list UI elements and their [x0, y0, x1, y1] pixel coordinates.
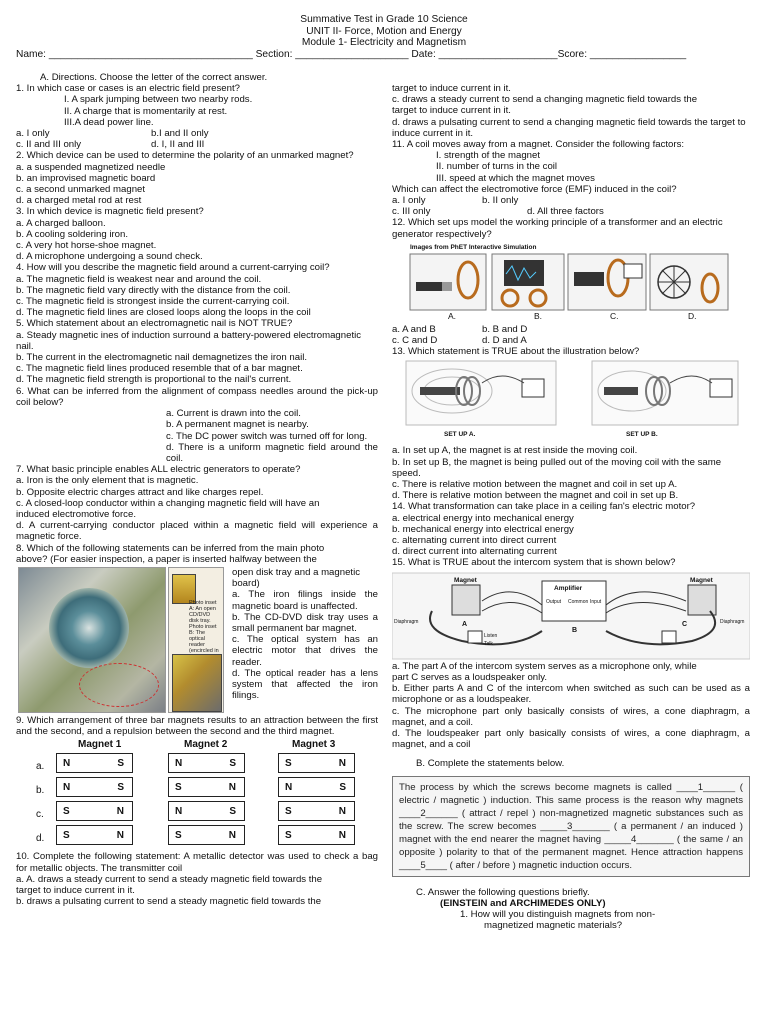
q2-choice-d: d. a charged metal rod at rest	[16, 195, 142, 207]
q12-figure	[392, 242, 750, 324]
q5-choice-b: b. The current in the electromagnetic nail demagnetizes the iron nail.	[16, 352, 307, 364]
q6-choice-d: d. There is a uniform magnetic field around the coil.	[166, 441, 378, 464]
magnet-pole-left: S	[175, 782, 182, 794]
q12-choice-a: a. A and B	[392, 323, 436, 335]
q4-choice-d: d. The magnetic field lines are closed loops along the loops in the coil	[16, 307, 311, 319]
q8-choice-c: c. The optical system has an electric motor that drives the reader.	[232, 634, 378, 668]
q1-item-i: I. A spark jumping between two nearby rods.	[64, 94, 253, 106]
student-info-line	[16, 49, 756, 60]
q2-choice-c: c. a second unmarked magnet	[16, 184, 146, 196]
q10-choice-c-cont: target to induce current in it.	[392, 105, 511, 117]
bar-magnet	[56, 825, 133, 845]
q11-question: Which can affect the electromotive force (EMF) induced in the coil?	[392, 183, 677, 195]
setup-d-label: D.	[688, 310, 697, 321]
magnet-right-label: Magnet	[690, 576, 713, 584]
magnet-pole-right: S	[117, 782, 124, 794]
main-photo-disk-tray	[18, 567, 166, 713]
magnet-pole-right: S	[117, 758, 124, 770]
q13-choice-d: d. There is relative motion between the magnet and coil in set up B.	[392, 490, 679, 502]
magnet-pole-left: N	[285, 782, 293, 794]
q12-figure-caption: Images from PhET Interactive Simulation	[410, 243, 537, 251]
q11-choice-d: d. All three factors	[527, 206, 604, 218]
question-13: 13. Which statement is TRUE about the illustration below?	[392, 346, 640, 358]
question-11: 11. A coil moves away from a magnet. Consider the following factors:	[392, 139, 685, 151]
q4-choice-b: b. The magnetic field vary directly with the distance from the coil.	[16, 284, 291, 296]
q13-choice-a: a. In set up A, the magnet is at rest inside the moving coil.	[392, 445, 638, 457]
q15-choice-c: c. The microphone part only basically consists of wires, a cone diaphragm, a magnet, and a coil.	[392, 705, 750, 728]
q11-item-ii: II. number of turns in the coil	[436, 161, 558, 173]
q15-choice-a-cont: part C serves as a loudspeaker only.	[392, 671, 547, 683]
diaphragm-right-label: Diaphragm	[720, 618, 745, 625]
magnet-3-header: Magnet 3	[292, 739, 336, 751]
arrangement-label: a.	[36, 761, 45, 773]
q3-choice-a: a. A charged balloon.	[16, 217, 106, 229]
q7-choice-c: c. A closed-loop conductor within a changing magnetic field will have an	[16, 497, 320, 509]
magnet-arrangement-a	[16, 753, 378, 775]
magnet-pole-left: S	[285, 806, 292, 818]
diaphragm-left-label: Diaphragm	[394, 618, 419, 625]
part-a-label: A	[462, 620, 468, 628]
question-1: 1. In which case or cases is an electric field present?	[16, 83, 240, 95]
q12-choice-c: c. C and D	[392, 335, 438, 347]
bar-magnet	[168, 777, 245, 797]
part-c-label: C	[682, 620, 688, 628]
bar-magnet	[278, 825, 355, 845]
magnet-1-header: Magnet 1	[78, 739, 122, 751]
q5-choice-d: d. The magnetic field strength is proportional to the nail's current.	[16, 374, 292, 386]
q10-choice-a: a. A. draws a steady current to send a steady magnetic field towards the	[16, 873, 323, 885]
q1-item-ii: II. A charge that is momentarily at rest.	[64, 105, 228, 117]
arrangement-label: d.	[36, 833, 45, 845]
magnet-arrangement-d	[16, 825, 378, 847]
q7-choice-c-cont: induced electromotive force.	[16, 508, 136, 520]
photo-inset	[168, 567, 224, 713]
question-8: 8. Which of the following statements can be inferred from the main photo	[16, 542, 325, 554]
test-header	[0, 14, 768, 49]
q11-item-i: I. strength of the magnet	[436, 150, 540, 162]
q1-item-iii: III.A dead power line.	[64, 116, 154, 128]
q5-choice-a: a. Steady magnetic ines of induction surround a battery-powered electromagnetic nail.	[16, 329, 362, 352]
question-9: 9. Which arrangement of three bar magnets results to an attraction between the first and the second, and a repulsion between the second and the third magnet.	[16, 714, 378, 738]
arrangement-label: b.	[36, 785, 45, 797]
bar-magnet	[56, 753, 133, 773]
q6-choice-b: b. A permanent magnet is nearby.	[166, 419, 309, 431]
magnet-pole-left: S	[175, 830, 182, 842]
name-section-date-score: Name: ____________________________________ Section: ____________________ Date: _____________________Score: _________________	[16, 49, 687, 60]
q12-choice-d: d. D and A	[482, 335, 527, 347]
talk-label: Talk	[484, 640, 493, 647]
q15-choice-d: d. The loudspeaker part only basically consists of wires, a cone diaphragm, a magnet, and a coil	[392, 727, 750, 751]
q10-choice-c: c. draws a steady current to send a changing magnetic field towards the	[392, 94, 698, 106]
inset-optical-reader	[172, 654, 222, 712]
q1-choice-b: b.I and II only	[151, 128, 209, 140]
q5-choice-c: c. The magnetic field lines produced resemble that of a bar magnet.	[16, 363, 303, 375]
q14-choice-c: c. alternating current into direct current	[392, 535, 557, 547]
magnet-pole-right: N	[338, 830, 346, 842]
section-c-question-1-cont: magnetized magnetic materials?	[484, 920, 623, 932]
set-up-b-label: SET UP B.	[626, 431, 658, 439]
magnet-pole-left: N	[63, 758, 71, 770]
q1-choice-a: a. I only	[16, 128, 50, 140]
intercom-figure	[392, 571, 750, 661]
q11-choice-b: b. II only	[482, 195, 519, 207]
magnet-pole-left: S	[63, 830, 70, 842]
magnet-pole-left: N	[175, 806, 183, 818]
q13-figure	[392, 359, 750, 445]
question-15: 15. What is TRUE about the intercom system that is shown below?	[392, 557, 676, 569]
q3-choice-b: b. A cooling soldering iron.	[16, 228, 128, 240]
q10-choice-b-cont: target to induce current in it.	[392, 83, 511, 94]
q11-choice-a: a. I only	[392, 195, 426, 207]
magnet-pole-right: N	[228, 830, 236, 842]
q4-choice-c: c. The magnetic field is strongest inside the current-carrying coil.	[16, 296, 290, 308]
bar-magnet	[278, 777, 355, 797]
q14-choice-d: d. direct current into alternating current	[392, 546, 557, 558]
magnet-pole-left: S	[285, 758, 292, 770]
q14-choice-a: a. electrical energy into mechanical energy	[392, 512, 574, 524]
question-7: 7. What basic principle enables ALL electric generators to operate?	[16, 464, 301, 476]
magnet-arrangement-b	[16, 777, 378, 799]
q12-choice-b: b. B and D	[482, 323, 528, 335]
q2-choice-a: a. a suspended magnetized needle	[16, 161, 166, 173]
bar-magnet	[278, 753, 355, 773]
magnet-pole-left: S	[63, 806, 70, 818]
question-6: 6. What can be inferred from the alignment of compass needles around the pick-up coil below?	[16, 385, 378, 408]
magnet-pole-right: N	[338, 758, 346, 770]
question-8-cont: above? (For easier inspection, a paper is inserted halfway between the	[16, 553, 317, 565]
photo-inset-caption: Photo inset A: An open CD/DVD disk tray. Photo inset B: The optical reader (encircled in	[189, 599, 219, 654]
q8-photo	[16, 567, 226, 715]
q6-choice-a: a. Current is drawn into the coil.	[166, 408, 301, 420]
section-b-heading: B. Complete the statements below.	[416, 758, 565, 770]
section-c-subheading: (EINSTEIN and ARCHIMEDES ONLY)	[440, 897, 606, 909]
listen-label: Listen	[484, 632, 498, 639]
q10-choice-a-cont: target to induce current in it.	[16, 884, 135, 896]
q2-choice-b: b. an improvised magnetic board	[16, 172, 156, 184]
question-10: 10. Complete the following statement: A metallic detector was used to check a bag for metallic objects. The transmitter coil	[16, 851, 378, 874]
magnet-pole-right: N	[228, 782, 236, 794]
question-3: 3. In which device is magnetic field present?	[16, 206, 204, 218]
magnet-2-header: Magnet 2	[184, 739, 228, 751]
q11-item-iii: III. speed at which the magnet moves	[436, 172, 595, 184]
magnet-pole-right: S	[229, 806, 236, 818]
q11-choice-c: c. III only	[392, 206, 431, 218]
q7-choice-a: a. Iron is the only element that is magnetic.	[16, 475, 199, 487]
module-title: Module 1- Electricity and Magnetism	[301, 37, 467, 48]
q8-choice-d: d. The optical reader has a lens system that affected the iron filings.	[232, 667, 378, 702]
setup-a-label: A.	[448, 310, 457, 321]
section-c-heading: C. Answer the following questions briefly.	[416, 886, 590, 898]
question-12: 12. Which set ups model the working principle of a transformer and an electric generator respectively?	[392, 217, 723, 240]
magnet-pole-left: N	[175, 758, 183, 770]
setup-b-label: B.	[534, 310, 543, 321]
question-5: 5. Which statement about an electromagnetic nail is NOT TRUE?	[16, 318, 293, 330]
magnet-left-label: Magnet	[454, 576, 477, 584]
magnet-arrangements	[16, 739, 378, 851]
amplifier-label: Amplifier	[554, 584, 583, 592]
q10-choice-b: b. draws a pulsating current to send a steady magnetic field towards the	[16, 896, 322, 908]
q13-choice-b: b. In set up B, the magnet is being pulled out of the moving coil with the same speed.	[392, 456, 722, 479]
part-b-label: B	[572, 626, 578, 634]
q13-choice-c: c. There is relative motion between the magnet and coil in set up A.	[392, 479, 678, 491]
question-4: 4. How will you describe the magnetic field around a current-carrying coil?	[16, 262, 330, 274]
magnet-pole-right: N	[338, 806, 346, 818]
magnet-pole-right: S	[339, 782, 346, 794]
q8-choice-b: b. The CD-DVD disk tray uses a small permanent bar magnet.	[232, 611, 378, 634]
question-2: 2. Which device can be used to determine the polarity of an unmarked magnet?	[16, 150, 354, 162]
question-14: 14. What transformation can take place in a ceiling fan's electric motor?	[392, 501, 696, 513]
bar-magnet	[168, 825, 245, 845]
q8-choice-a: a. The iron filings inside the magnetic board is unaffected.	[232, 589, 378, 612]
setup-c-label: C.	[610, 310, 619, 321]
q3-choice-c: c. A very hot horse-shoe magnet.	[16, 240, 157, 252]
q15-choice-a: a. The part A of the intercom system serves as a microphone only, while	[392, 660, 697, 672]
right-column	[392, 83, 750, 931]
directions: A. Directions. Choose the letter of the correct answer.	[40, 72, 268, 83]
q7-choice-d: d. A current-carrying conductor placed within a magnetic field will experience a magnetic force.	[16, 520, 378, 543]
magnet-pole-right: N	[116, 806, 124, 818]
q6-choice-c: c. The DC power switch was turned off for long.	[166, 430, 368, 442]
bar-magnet	[168, 753, 245, 773]
magnet-pole-right: S	[229, 758, 236, 770]
magnet-pole-right: N	[116, 830, 124, 842]
question-8-cont2: open disk tray and a magnetic board)	[232, 566, 360, 590]
q15-choice-b: b. Either parts A and C of the intercom when switched as such can be used as a microphone or as a loudspeaker.	[392, 683, 750, 706]
arrangement-label: c.	[36, 809, 44, 821]
encircled-region	[79, 663, 159, 707]
q10-choice-d: d. draws a pulsating current to send a changing magnetic field towards the target to induce current in it.	[392, 116, 746, 139]
bar-magnet	[56, 777, 133, 797]
left-column	[16, 72, 378, 907]
q7-choice-b: b. Opposite electric charges attract and like charges repel.	[16, 486, 264, 498]
magnet-arrangement-c	[16, 801, 378, 823]
q4-choice-a: a. The magnetic field is weakest near and around the coil.	[16, 273, 262, 285]
bar-magnet	[56, 801, 133, 821]
q1-choice-d: d. I, II and III	[151, 139, 205, 151]
test-title: Summative Test in Grade 10 Science	[300, 14, 468, 25]
q3-choice-d: d. A microphone undergoing a sound check.	[16, 251, 203, 263]
section-b-passage: The process by which the screws become magnets is called ____1______ ( electric / magnetic ) induction. This same process is the reason why magnets ____2______ ( attract / repel ) non-magnetized magnetic substances such as the screw. The screw becomes _____3_______ ( a permanent / an induced ) magnet with the end nearer the magnet having _____4_______ ( the same / an opposite ) polarity to that of the permanent magnet. Hence attraction happens ____5____ ( after / before ) magnetic induction occurs.	[392, 776, 750, 877]
common-label: Common	[568, 598, 589, 605]
set-up-illustrations	[392, 359, 750, 429]
input-label: Input	[590, 598, 602, 605]
unit-title: UNIT II- Force, Motion and Energy	[306, 25, 462, 37]
q14-choice-b: b. mechanical energy into electrical energy	[392, 523, 574, 535]
section-c-question-1: 1. How will you distinguish magnets from non-	[460, 908, 656, 920]
bar-magnet	[278, 801, 355, 821]
set-up-a-label: SET UP A.	[444, 431, 476, 439]
magnet-pole-left: S	[285, 830, 292, 842]
output-label: Output	[546, 598, 562, 605]
bar-magnet	[168, 801, 245, 821]
magnet-pole-left: N	[63, 782, 71, 794]
q1-choice-c: c. II and III only	[16, 139, 82, 151]
